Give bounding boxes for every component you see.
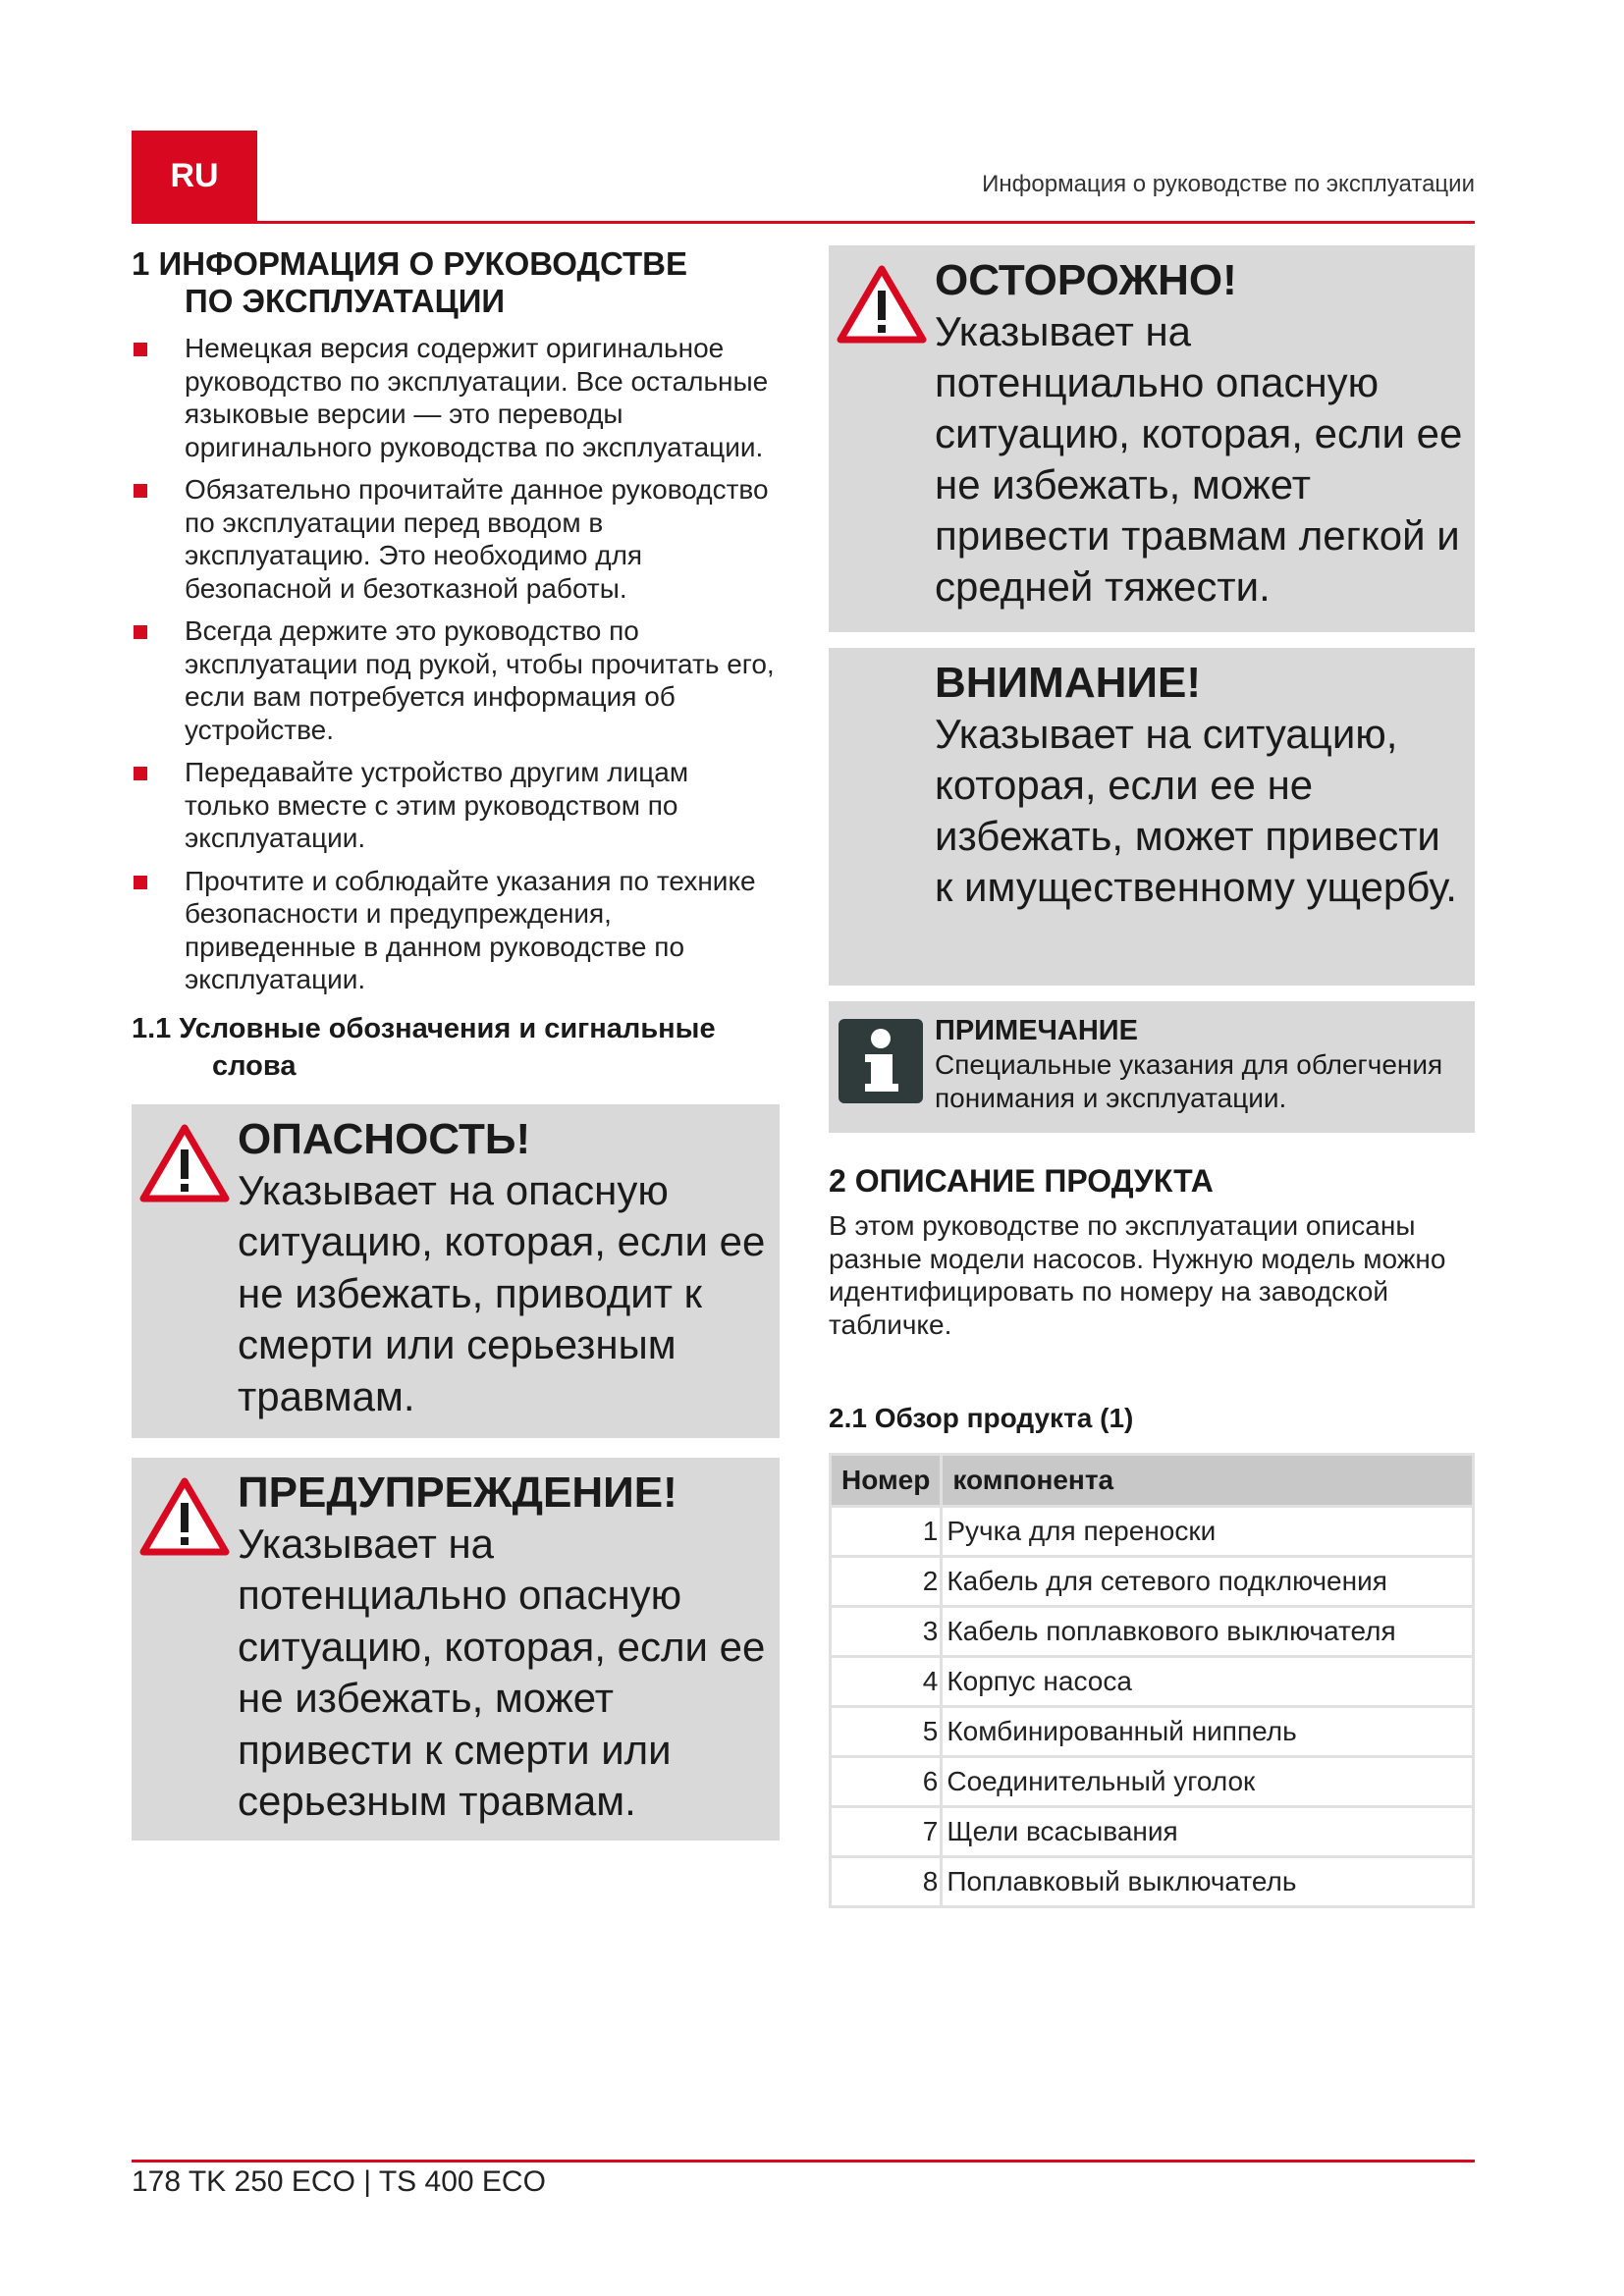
product-overview-table xyxy=(829,1453,1475,1908)
header-divider xyxy=(132,221,1475,224)
danger-title: ОПАСНОСТЬ! xyxy=(238,1114,531,1163)
left-column xyxy=(132,245,780,1841)
section-2-1-title: 2.1 Обзор продукта (1) xyxy=(829,1403,1134,1433)
table-row: 1 Ручка для переноски xyxy=(831,1507,1474,1557)
table-row: 5 Комбинированный ниппель xyxy=(831,1707,1474,1757)
note-text: Специальные указания для облегчения понимания и эксплуатации. xyxy=(935,1049,1443,1113)
running-header: Информация о руководстве по эксплуатации xyxy=(982,171,1475,197)
list-item: Немецкая версия содержит оригинальное руководство по эксплуатации. Все остальные языковые версии — это переводы оригинального руководства по эксплуатации. xyxy=(132,332,780,463)
list-item: Прочтите и соблюдайте указания по технике безопасности и предупреждения, приведенные в данном руководстве по эксплуатации. xyxy=(132,865,780,996)
warning-box xyxy=(132,1458,780,1841)
caution-text: Указывает на потенциально опасную ситуацию, которая, если ее не избежать, может привести травмам легкой и средней тяжести. xyxy=(935,308,1463,610)
attention-title: ВНИМАНИЕ! xyxy=(935,659,1202,707)
table-row: 6 Соединительный уголок xyxy=(831,1757,1474,1807)
note-title: ПРИМЕЧАНИЕ xyxy=(935,1015,1138,1046)
danger-box xyxy=(132,1104,780,1438)
section-1-1-title: 1.1 Условные обозначения и сигнальные слова xyxy=(132,1012,716,1082)
caution-title: ОСТОРОЖНО! xyxy=(935,256,1237,304)
list-item: Передавайте устройство другим лицам только вместе с этим руководством по эксплуатации. xyxy=(132,756,780,855)
page-footer: 178 TK 250 ECO | TS 400 ECO xyxy=(132,2165,546,2198)
footer-divider xyxy=(132,2160,1475,2163)
list-item: Всегда держите это руководство по эксплуатации под рукой, чтобы прочитать его, если вам потребуется информация об устройстве. xyxy=(132,614,780,746)
table-row: 7 Щели всасывания xyxy=(831,1807,1474,1857)
section-1-title: 1 ИНФОРМАЦИЯ О РУКОВОДСТВЕ ПО ЭКСПЛУАТАЦИИ xyxy=(132,245,688,319)
info-icon xyxy=(839,1019,923,1103)
section-2-title: 2 ОПИСАНИЕ ПРОДУКТА xyxy=(829,1163,1214,1199)
table-row: 8 Поплавковый выключатель xyxy=(831,1857,1474,1907)
warning-triangle-icon xyxy=(139,1477,230,1556)
danger-text: Указывает на опасную ситуацию, которая, если ее не избежать, приводит к смерти или серьезным травмам. xyxy=(238,1166,766,1419)
table-row: 2 Кабель для сетевого подключения xyxy=(831,1557,1474,1607)
column-header-number: Номер xyxy=(831,1455,942,1507)
table-row: 3 Кабель поплавкового выключателя xyxy=(831,1607,1474,1657)
note-box xyxy=(829,1001,1475,1133)
info-bullet-list xyxy=(132,332,780,996)
column-header-component: компонента xyxy=(942,1455,1474,1507)
list-item: Обязательно прочитайте данное руководство по эксплуатации перед вводом в эксплуатацию. Это необходимо для безопасной и безотказной работы. xyxy=(132,473,780,605)
warning-triangle-icon xyxy=(139,1124,230,1202)
table-row: 4 Корпус насоса xyxy=(831,1657,1474,1707)
caution-box xyxy=(829,245,1475,632)
section-2-text: В этом руководстве по эксплуатации описаны разные модели насосов. Нужную модель можно идентифицировать по номеру на заводской табличке. xyxy=(829,1210,1446,1340)
warning-title: ПРЕДУПРЕЖДЕНИЕ! xyxy=(238,1468,677,1517)
language-tab: RU xyxy=(132,131,257,222)
warning-text: Указывает на потенциально опасную ситуацию, которая, если ее не избежать, может привести к смерти или серьезным травмам. xyxy=(238,1520,766,1824)
warning-triangle-icon xyxy=(837,265,927,344)
attention-box xyxy=(829,648,1475,986)
attention-text: Указывает на ситуацию, которая, если ее не избежать, может привести к имущественному ущербу. xyxy=(935,711,1457,910)
right-column xyxy=(829,245,1475,1908)
